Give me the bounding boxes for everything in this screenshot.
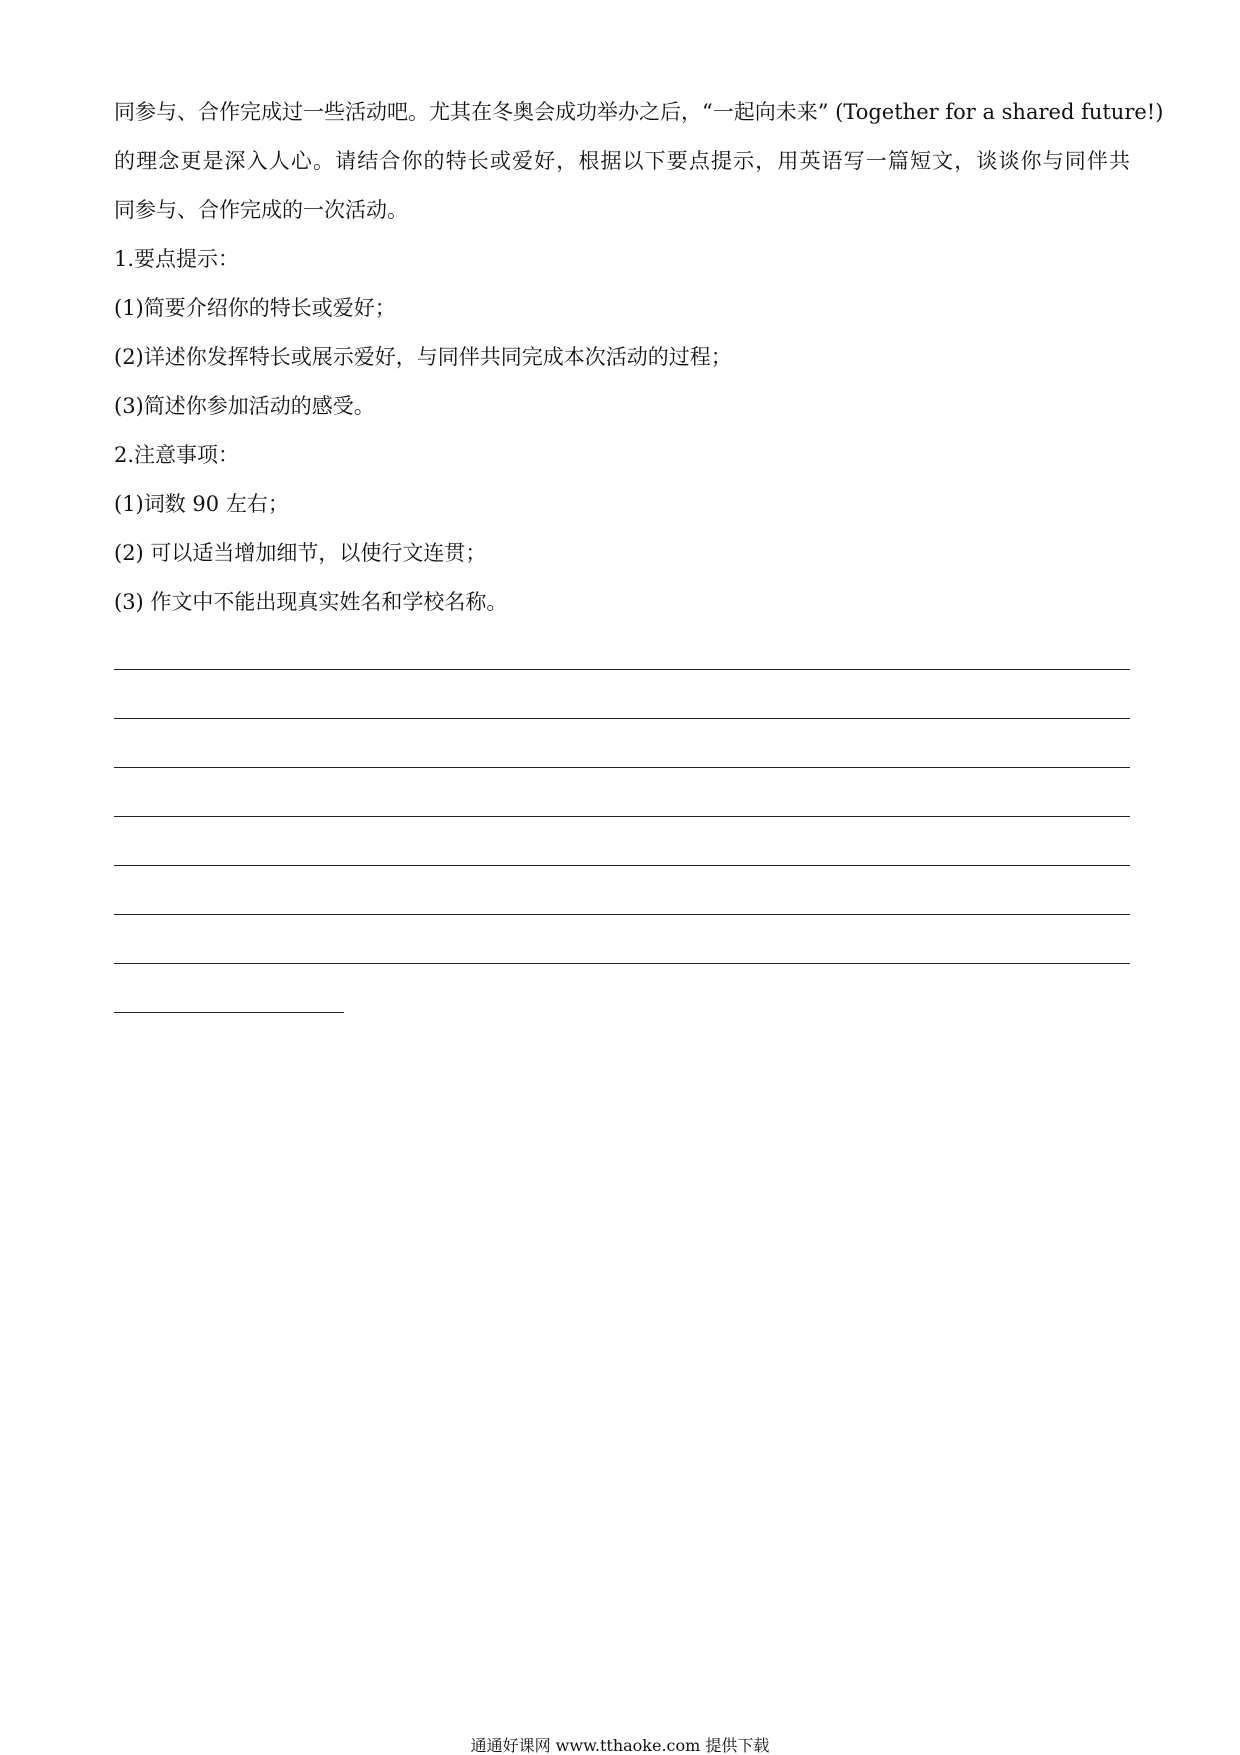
answer-line <box>114 914 1130 915</box>
answer-line <box>114 816 1130 817</box>
answer-line <box>114 865 1130 866</box>
answer-line-short <box>114 1012 344 1013</box>
note-item: (2) 可以适当增加细节，以使行文连贯； <box>114 541 487 565</box>
answer-line <box>114 767 1130 768</box>
page-footer: 通通好课网 www.tthaoke.com 提供下载 <box>470 1736 770 1755</box>
key-point-item: (3)简述你参加活动的感受。 <box>114 394 375 418</box>
paragraph-line-1: 同参与、合作完成过一些活动吧。尤其在冬奥会成功举办之后，“一起向未来” (Together for a shared future!) <box>114 100 1164 124</box>
section-title-notes: 2.注意事项： <box>114 443 240 467</box>
paragraph-line-2: 的理念更是深入人心。请结合你的特长或爱好，根据以下要点提示，用英语写一篇短文，谈谈你与同伴共 <box>114 149 1130 173</box>
key-point-item: (1)简要介绍你的特长或爱好； <box>114 296 396 320</box>
section-title-key-points: 1.要点提示： <box>114 247 240 271</box>
answer-writing-lines <box>114 669 1130 1061</box>
answer-line <box>114 718 1130 719</box>
writing-prompt <box>114 98 1164 637</box>
paragraph-line-3: 同参与、合作完成的一次活动。 <box>114 198 408 222</box>
answer-line <box>114 963 1130 964</box>
note-item: (3) 作文中不能出现真实姓名和学校名称。 <box>114 590 508 614</box>
note-item: (1)词数 90 左右； <box>114 492 289 516</box>
key-point-item: (2)详述你发挥特长或展示爱好，与同伴共同完成本次活动的过程； <box>114 345 732 369</box>
answer-line <box>114 669 1130 670</box>
